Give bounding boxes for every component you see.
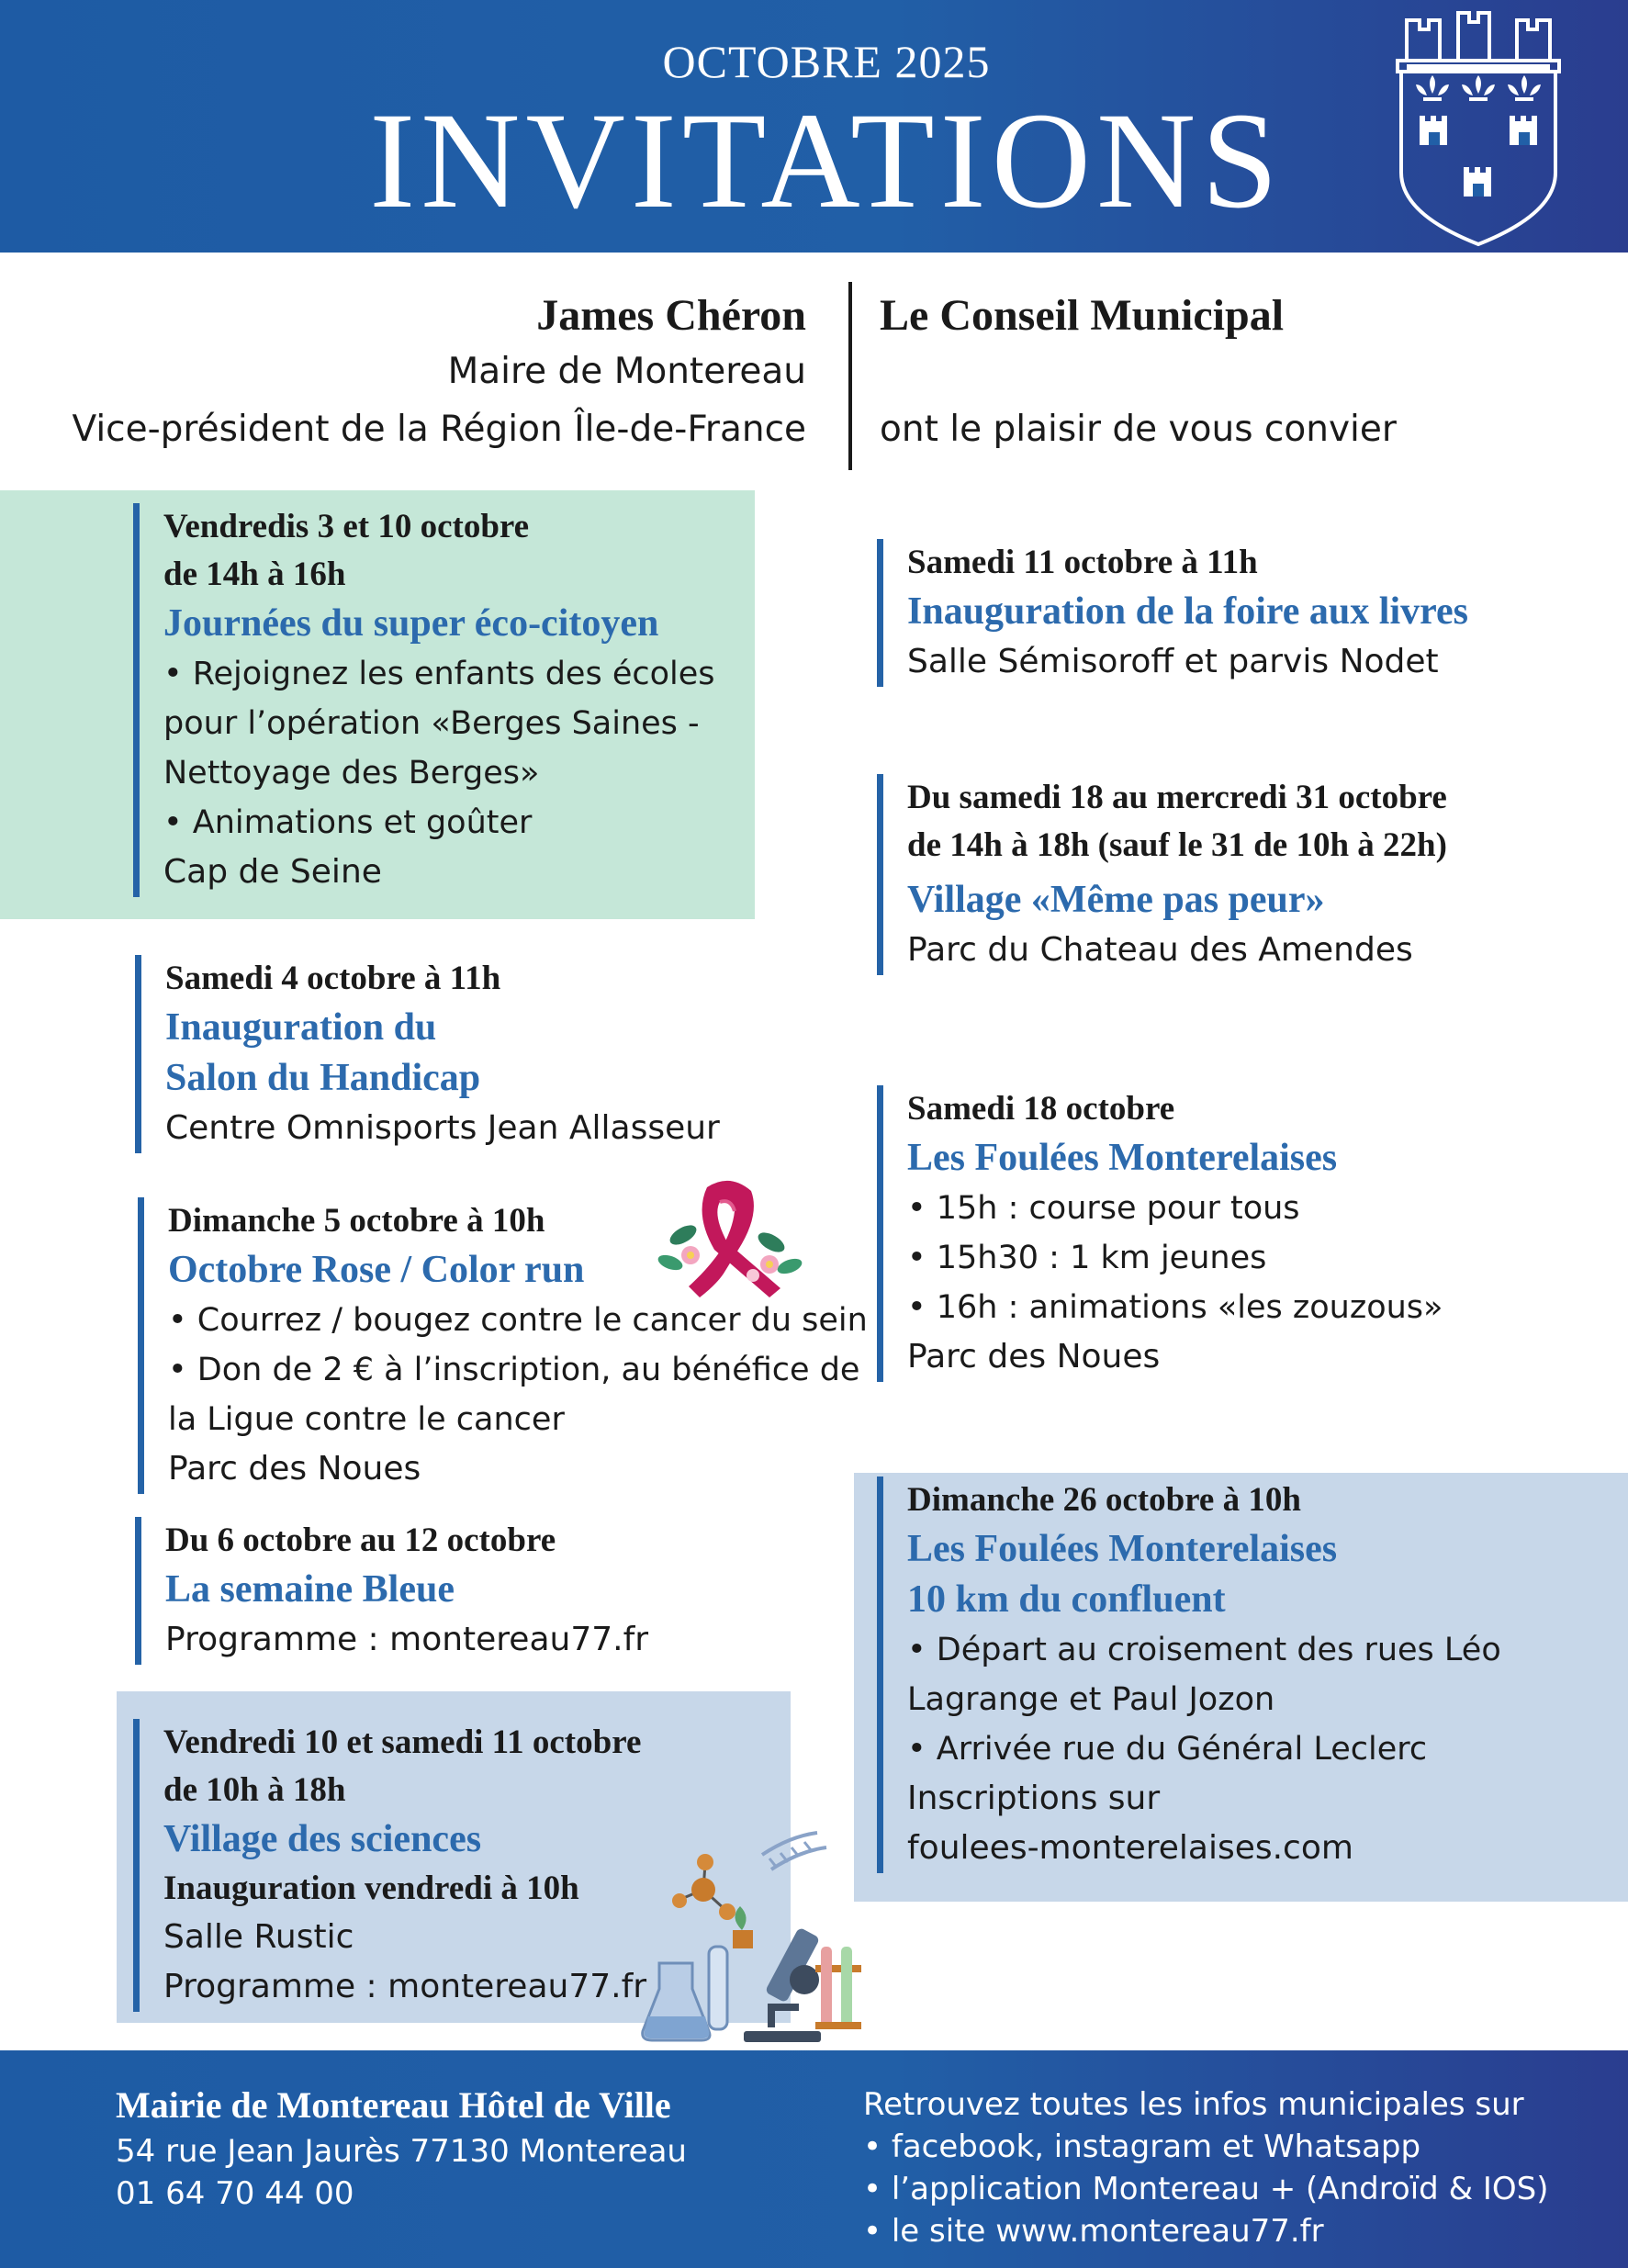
footer-info-app: • l’application Montereau + (Androïd & IOS) [863,2171,1549,2207]
divider [848,282,852,470]
event-detail: • Animations et goûter [163,804,533,841]
event-date: Du samedi 18 au mercredi 31 octobre de 14h à 18h (sauf le 31 de 10h à 22h) [907,779,1447,864]
event-date: Samedi 11 octobre à 11h [907,544,1258,581]
event-title: Journées du super éco-citoyen [163,602,659,645]
event-place: Inscriptions sur [907,1780,1161,1817]
city-crest-icon [1387,7,1570,250]
footer-address: 54 rue Jean Jaurès 77130 Montereau [116,2133,687,2170]
invite-text: ont le plaisir de vous convier [880,409,1397,450]
event-date: Dimanche 26 octobre à 10h [907,1481,1301,1519]
event-title: Les Foulées Monterelaises [907,1137,1338,1179]
event-place: Programme : montereau77.fr [165,1621,649,1658]
event-foulees-18 [877,1085,1443,1382]
header-banner [0,0,1628,253]
event-detail: • Rejoignez les enfants des écoles [163,656,715,692]
event-detail: pour l’opération «Berges Saines - [163,705,700,742]
footer-info-website[interactable]: • le site www.montereau77.fr [863,2213,1324,2250]
event-title: Inauguration du Salon du Handicap [165,1006,481,1099]
event-detail: • Courrez / bougez contre le cancer du sein [168,1302,868,1339]
event-detail: • 15h30 : 1 km jeunes [907,1240,1267,1276]
event-detail: • Départ au croisement des rues Léo [907,1632,1501,1668]
event-detail: • Don de 2 € à l’inscription, au bénéfice de [168,1352,860,1388]
footer-info [863,2083,1549,2252]
event-place: Salle Sémisoroff et parvis Nodet [907,643,1439,680]
event-semaine-bleue [135,1517,648,1665]
event-place: Parc des Noues [907,1338,1161,1375]
footer-info-social: • facebook, instagram et Whatsapp [863,2128,1421,2165]
event-salon-handicap [135,955,720,1153]
event-detail: Nettoyage des Berges» [163,755,540,792]
page-title: INVITATIONS [369,84,1284,237]
event-foire-livres [877,539,1468,687]
host-title: Maire de Montereau [447,351,806,392]
event-detail: la Ligue contre le cancer [168,1401,565,1438]
event-title: Les Foulées Monterelaises 10 km du confluent [907,1528,1338,1621]
event-date: Vendredi 10 et samedi 11 octobre de 10h à 18h [163,1723,642,1809]
event-programme: Programme : montereau77.fr [163,1968,647,2005]
science-lab-icon [634,1827,863,2052]
event-date: Dimanche 5 octobre à 10h [168,1202,545,1240]
event-detail: • Arrivée rue du Général Leclerc [907,1731,1428,1768]
event-date: Vendredis 3 et 10 octobre de 14h à 16h [163,508,530,593]
footer-info-title: Retrouvez toutes les infos municipales sur [863,2086,1524,2123]
event-inauguration: Inauguration vendredi à 10h [163,1869,579,1907]
event-village-sciences [133,1719,646,2012]
event-foulees-26 [877,1476,1501,1873]
event-place: Cap de Seine [163,853,382,891]
event-title: La semaine Bleue [165,1568,455,1611]
council-name: Le Conseil Municipal [880,291,1285,340]
event-title: Village «Même pas peur» [907,879,1325,921]
event-place: Salle Rustic [163,1918,354,1956]
event-place: Parc des Noues [168,1450,421,1488]
event-title: Octobre Rose / Color run [168,1249,585,1291]
event-ecocitoyen [133,503,715,897]
event-date: Samedi 18 octobre [907,1090,1175,1128]
footer-org-name: Mairie de Montereau Hôtel de Ville [116,2084,671,2126]
host-name: James Chéron [536,291,806,340]
footer [0,2050,1628,2268]
event-meme-pas-peur [877,774,1447,975]
event-registration-link[interactable]: foulees-monterelaises.com [907,1829,1353,1867]
event-place: Centre Omnisports Jean Allasseur [165,1109,720,1147]
event-place: Parc du Chateau des Amendes [907,931,1413,969]
event-detail: Lagrange et Paul Jozon [907,1681,1275,1718]
event-date: Samedi 4 octobre à 11h [165,960,501,997]
month-label: OCTOBRE 2025 [662,36,991,87]
event-detail: • 16h : animations «les zouzous» [907,1289,1443,1326]
event-detail: • 15h : course pour tous [907,1190,1300,1227]
event-title: Inauguration de la foire aux livres [907,590,1468,633]
host-title: Vice-président de la Région Île-de-France [72,409,806,450]
event-date: Du 6 octobre au 12 octobre [165,1521,556,1559]
event-title: Village des sciences [163,1818,482,1860]
footer-phone: 01 64 70 44 00 [116,2175,354,2212]
pink-ribbon-icon [643,1178,817,1302]
